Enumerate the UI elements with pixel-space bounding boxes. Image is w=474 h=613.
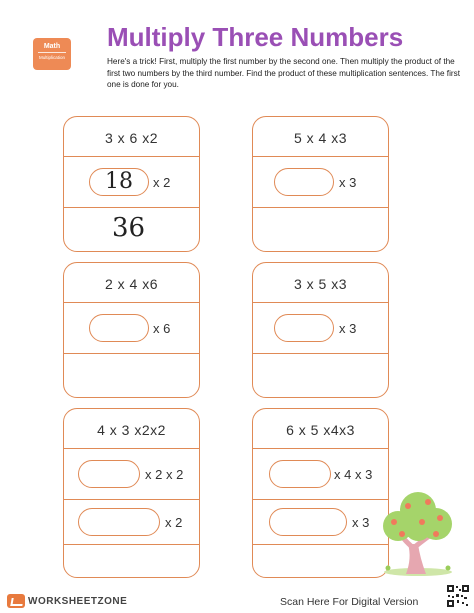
instructions: Here's a trick! First, multiply the first number by the second one. Then multiply the product of the first two numbers by the third number. Find the product of these multiplication sentences. The first one is done for you. [107,57,460,89]
step2-row [64,500,199,545]
step1-multiplier: x 3 [339,175,357,190]
final-answer-row[interactable] [64,208,199,252]
step2-multiplier: x 3 [352,515,370,530]
step1-multiplier: x 3 [339,321,357,336]
step1-multiplier: x 4 x 3 [334,467,373,482]
problem-text: 5 x 4 x3 [253,117,388,157]
step1-row [64,157,199,208]
problem-card-4 [252,262,389,398]
step1-answer-box[interactable]: 18 [89,168,149,196]
qr-code-icon[interactable] [447,585,469,607]
problem-text: 3 x 5 x3 [253,263,388,303]
step1-row [253,449,388,500]
problem-text: 2 x 4 x6 [64,263,199,303]
step1-row [64,303,199,354]
step2-answer-box[interactable] [78,508,160,536]
tree-illustration [378,488,464,578]
final-answer-row[interactable] [253,354,388,398]
final-answer: 36 [112,213,146,243]
problem-text: 3 x 6 x2 [64,117,199,157]
step1-answer-box[interactable] [269,460,331,488]
step1-answer-box[interactable] [274,168,334,196]
page-title: Multiply Three Numbers [107,22,404,52]
final-answer-row[interactable] [64,354,199,398]
step2-answer-box[interactable] [269,508,347,536]
final-answer-row[interactable] [253,208,388,252]
step1-multiplier: x 6 [153,321,171,336]
worksheetzone-logo-icon [7,594,25,608]
step2-row [253,500,388,545]
step2-multiplier: x 2 [165,515,183,530]
step1-row [253,303,388,354]
step1-row [253,157,388,208]
problem-card-5 [63,408,200,578]
problem-text: 4 x 3 x2x2 [64,409,199,449]
problem-text: 6 x 5 x4x3 [253,409,388,449]
badge-subject: Math [43,43,61,50]
step1-answer-box[interactable] [274,314,334,342]
subject-badge [33,38,71,70]
problem-card-3 [63,262,200,398]
final-answer-row[interactable] [253,545,388,578]
step1-multiplier: x 2 x 2 [145,467,184,482]
problem-card-2 [252,116,389,252]
final-answer-row[interactable] [64,545,199,578]
footer-brand: WORKSHEETZONE [28,596,128,607]
step1-answer-box[interactable] [89,314,149,342]
problem-card-1 [63,116,200,252]
footer-scan-text: Scan Here For Digital Version [280,596,419,608]
step1-answer-box[interactable] [78,460,140,488]
step1-multiplier: x 2 [153,175,171,190]
step1-row [64,449,199,500]
problem-card-6 [252,408,389,578]
badge-topic: Multiplication [38,55,65,60]
badge-divider [38,52,66,53]
